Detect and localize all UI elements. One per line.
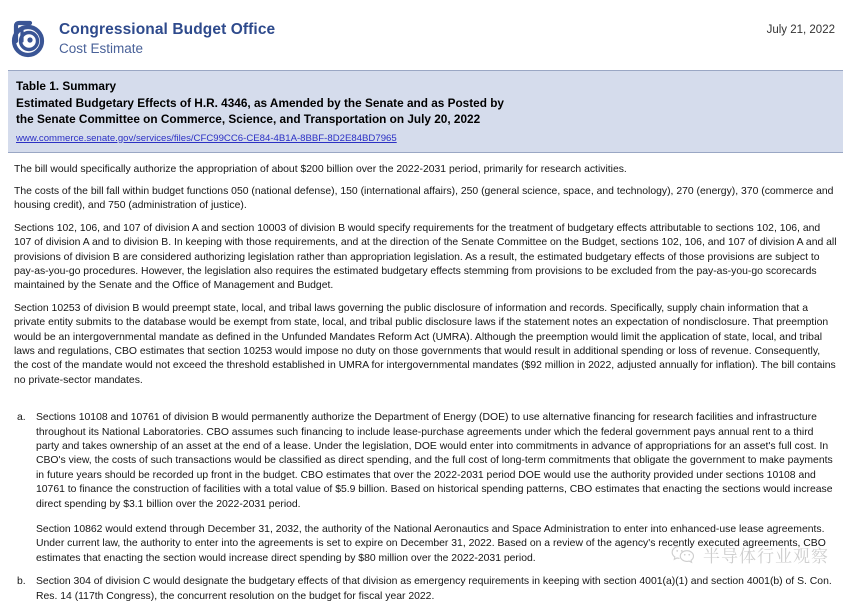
table-number-title: Table 1. Summary [16, 78, 835, 95]
table-title-line-2: Estimated Budgetary Effects of H.R. 4346, as Amended by the Senate and as Posted by [16, 95, 835, 112]
page-header [0, 0, 851, 62]
note-body-a [36, 411, 837, 566]
paragraph-authorization: The bill would specifically authorize the appropriation of about $200 billion over the 2022-2031 period, primarily for research activities. [14, 163, 837, 177]
paragraph-budget-functions: The costs of the bill fall within budget functions 050 (national defense), 150 (international affairs), 250 (general science, space, and technology), 270 (energy), 370 (commerce and housing credit), and 750 (administration of justice). [14, 185, 837, 214]
note-marker-b: b. [14, 575, 36, 604]
note-marker-a: a. [14, 411, 36, 566]
table-title-line-3: the Senate Committee on Commerce, Science, and Transportation on July 20, 2022 [16, 111, 835, 128]
summary-title-band [8, 70, 843, 153]
source-url-link[interactable]: www.commerce.senate.gov/services/files/CFC99CC6-CE84-4B1A-8BBF-8D2E84BD7965 [16, 131, 397, 146]
brand-text [59, 20, 275, 57]
org-name: Congressional Budget Office [59, 21, 275, 39]
note-b-paragraph-1: Section 304 of division C would designate the budgetary effects of that division as emergency requirements in keeping with section 4001(a)(1) and section 4001(b) of S. Con. Res. 14 (117th Congress), the concurrent resolution on the budget for fiscal year 2022. [36, 575, 837, 604]
document-body [0, 163, 851, 604]
section-spacer [14, 388, 837, 402]
cbo-spiral-logo-icon [8, 17, 50, 59]
paragraph-preemption-mandates: Section 10253 of division B would preempt state, local, and tribal laws governing the public disclosure of information and records. Specifically, supply chain information that a private entity submits to the database would be exempt from state, local, and tribal public disclosure laws if the statement notes an expectation of nondisclosure. That preemption would be an intergovernmental mandate as defined in the Unfunded Mandates Reform Act (UMRA). Although the preemption would limit the application of state, local, and tribal laws and regulations, CBO estimates that section 10253 would impose no duty on those governments that would result in additional spending or loss of revenue. Consequently, the cost of the mandate would not exceed the threshold established in UMRA for intergovernmental mandates ($92 million in 2022, adjusted annually for inflation). The bill contains no private-sector mandates. [14, 302, 837, 388]
paragraph-paygo-sections: Sections 102, 106, and 107 of division A and section 10003 of division B would specify requirements for the treatment of budgetary effects attributable to sections 102, 106, and 107 of division A and to division B. In keeping with those requirements, and at the direction of the Senate Committee on the Budget, sections 102, 106, and 107 of division A and all provisions of division B are considered authorizing legislation rather than appropriation legislation. As a result, the estimated budgetary effects of those provisions are subject to pay-as-you-go procedures. However, the legislation also requires the estimated budgetary effects stemming from provisions to be excluded from the pay-as-you-go scorecards maintained by the Senate and the Office of Management and Budget. [14, 222, 837, 294]
watermark-text: 半导体行业观察 [703, 542, 829, 567]
note-item-a [14, 411, 837, 566]
document-date: July 21, 2022 [767, 24, 835, 36]
doc-type: Cost Estimate [59, 40, 275, 57]
brand-block [8, 17, 275, 59]
note-a-paragraph-1: Sections 10108 and 10761 of division B would permanently authorize the Department of Energy (DOE) to use alternative financing for research facilities and infrastructure throughout its National Laboratories. CBO assumes such financing to include lease-purchase agreements under which the federal government pays annual rent to a third party and takes ownership of an asset at the end of a lease. Under the legislation, DOE would enter into commitments in advance of appropriations for an asset's full cost. In CBO's view, the costs of such transactions would be classified as direct spending, and the full cost of long-term commitments that obligate the government to make payments in future years should be recorded up front in the budget. CBO estimates that over the 2022-2031 period DOE would use the authority provided under sections 10108 and 10761 to finance the construction of facilities with a total value of $5.9 billion. Based on historical spending patterns, CBO estimates that enacting the sections would increase direct spending by $3.1 billion over the 2022-2031 period. [36, 411, 837, 512]
note-a-paragraph-2: Section 10862 would extend through December 31, 2032, the authority of the National Aeronautics and Space Administration to enter into enhanced-use lease agreements. Under current law, the authority to enter into the agreements is set to expire on December 31, 2022. Based on a review of the agency's recently executed agreements, CBO estimates that enacting the section would increase direct spending by $80 million over the 2022-2031 period. [36, 523, 837, 566]
